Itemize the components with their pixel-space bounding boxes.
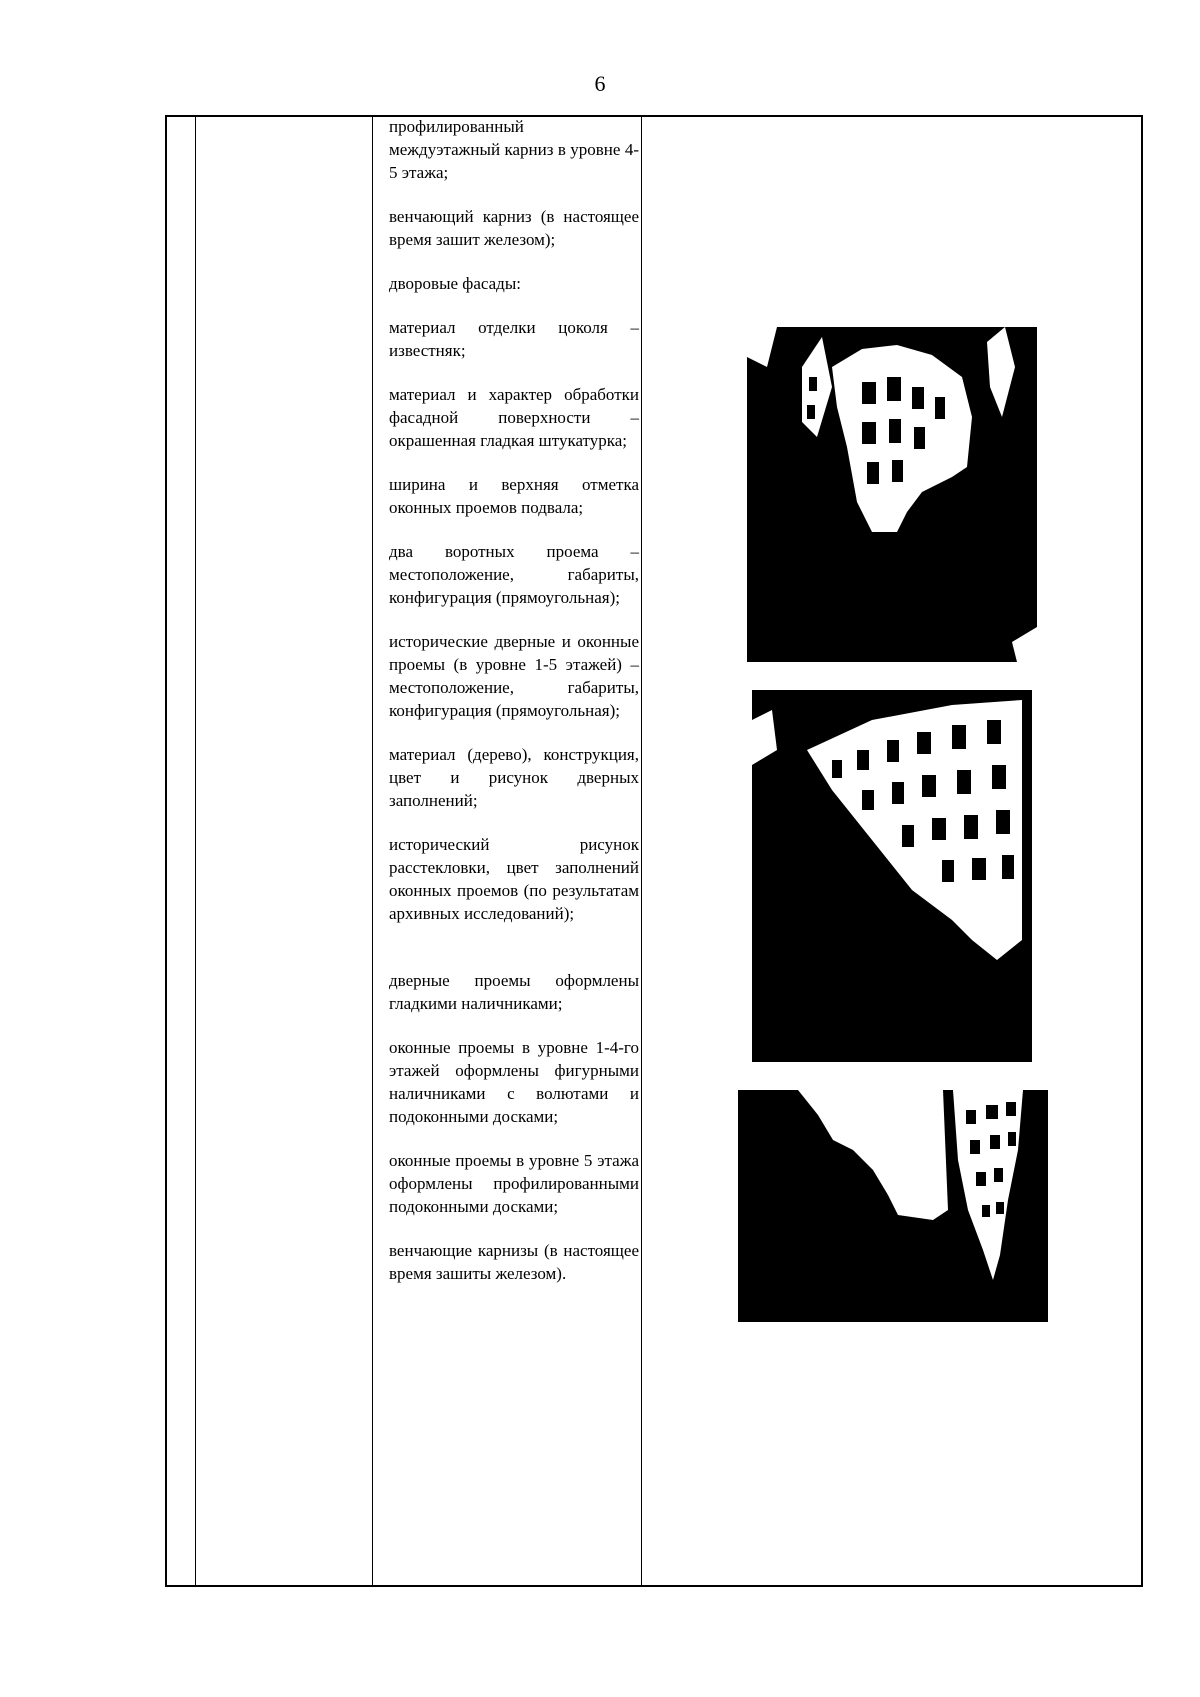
paragraph-basement-windows: ширина и верхняя отметка оконных проемов подвала; — [389, 475, 639, 517]
courtyard-facade-photo-3 — [738, 1090, 1048, 1322]
paragraph-crowning-cornice: венчающий карниз (в настоящее время зашит железом); — [389, 207, 639, 249]
paragraph-door-infill: материал (дерево), конструкция, цвет и рисунок дверных заполнений; — [389, 745, 639, 810]
paragraph-window-trim-1-4: оконные проемы в уровне 1-4-го этажей оформлены фигурными наличниками с волютами и подоконными досками; — [389, 1038, 639, 1126]
page-number: 6 — [594, 71, 606, 96]
paragraph-crowning-cornices: венчающие карнизы (в настоящее время зашиты железом). — [389, 1241, 639, 1283]
paragraph-courtyard-facades: дворовые фасады: — [389, 274, 521, 293]
courtyard-facade-photo-1 — [747, 327, 1037, 662]
column-divider-1 — [195, 117, 196, 1585]
paragraph-window-trim-5: оконные проемы в уровне 5 этажа оформлены профилированными подоконными досками; — [389, 1151, 639, 1216]
paragraph-surface: материал и характер обработки фасадной поверхности – окрашенная гладкая штукатурка; — [389, 385, 639, 450]
courtyard-facade-photo-2 — [752, 690, 1032, 1062]
paragraph-plinth: материал отделки цоколя – известняк; — [389, 318, 639, 360]
paragraph-openings: исторические дверные и оконные проемы (в уровне 1-5 этажей) – местоположение, габариты, конфигурация (прямоугольная); — [389, 632, 639, 720]
description-column — [389, 115, 639, 1306]
column-divider-2 — [372, 117, 373, 1585]
paragraph-cornice: профилированный междуэтажный карниз в уровне 4-5 этажа; — [389, 117, 639, 182]
paragraph-door-trim: дверные проемы оформлены гладкими наличниками; — [389, 971, 639, 1013]
column-divider-3 — [641, 117, 642, 1585]
paragraph-gateways: два воротных проема – местоположение, габариты, конфигурация (прямоугольная); — [389, 542, 639, 607]
paragraph-glazing: исторический рисунок расстекловки, цвет заполнений оконных проемов (по результатам архивных исследований); — [389, 835, 639, 923]
